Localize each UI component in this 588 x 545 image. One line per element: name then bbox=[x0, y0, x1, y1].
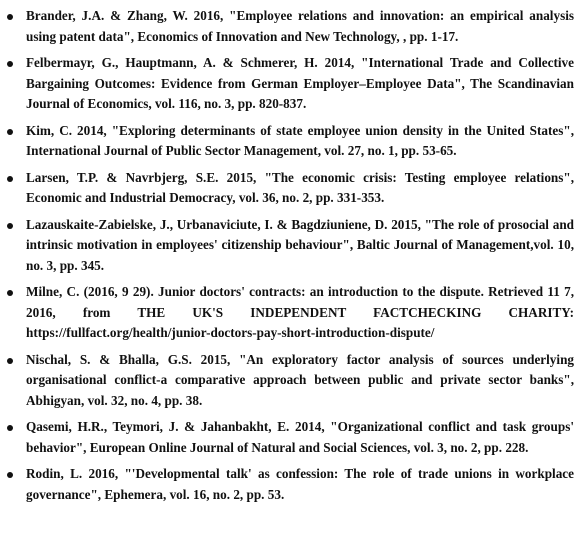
reference-text: Larsen, T.P. & Navrbjerg, S.E. 2015, "The economic crisis: Testing employee relations", Economic and Industrial Democracy, vol. 36, no. 2, pp. 331-353. bbox=[26, 169, 574, 205]
reference-text: Felbermayr, G., Hauptmann, A. & Schmerer, H. 2014, "International Trade and Collective Bargaining Outcomes: Evidence from German Employer–Employee Data", The Scandinavian Journal of Economics, vol. 116, no. 3, pp. 820-837. bbox=[26, 55, 574, 111]
reference-list bbox=[0, 6, 588, 511]
reference-item bbox=[0, 6, 588, 47]
bullet-icon bbox=[7, 223, 13, 229]
reference-text: Brander, J.A. & Zhang, W. 2016, "Employee relations and innovation: an empirical analysis using patent data", Economics of Innovation and New Technology, , pp. 1-17. bbox=[26, 8, 574, 44]
bullet-icon bbox=[7, 61, 13, 67]
reference-item bbox=[0, 215, 588, 277]
bullet-icon bbox=[7, 176, 13, 182]
reference-item bbox=[0, 121, 588, 162]
reference-item bbox=[0, 350, 588, 412]
reference-item bbox=[0, 417, 588, 458]
bullet-icon bbox=[7, 290, 13, 296]
reference-text: Nischal, S. & Bhalla, G.S. 2015, "An exploratory factor analysis of sources underlying organisational conflict-a comparative approach between public and private sector banks", Abhigyan, vol. 32, no. 4, pp. 38. bbox=[26, 351, 574, 408]
reference-text: Lazauskaite-Zabielske, J., Urbanaviciute, I. & Bagdziuniene, D. 2015, "The role of prosocial and intrinsic motivation in employees' citizenship behaviour", Baltic Journal of Management,vol. 10, no. 3, pp. 345. bbox=[26, 216, 574, 273]
reference-text: Milne, C. (2016, 9 29). Junior doctors' contracts: an introduction to the dispute. Retrieved 11 7, 2016, from THE UK'S INDEPENDENT FACTCHECKING CHARITY: https://fullfact.org/health/junior-doctors-pay-short-introduction-dispute/ bbox=[26, 284, 574, 340]
bullet-icon bbox=[7, 358, 13, 364]
reference-item bbox=[0, 464, 588, 505]
reference-text: Rodin, L. 2016, "'Developmental talk' as confession: The role of trade unions in workplace governance", Ephemera, vol. 16, no. 2, pp. 53. bbox=[26, 466, 574, 502]
reference-item bbox=[0, 53, 588, 115]
reference-text: Kim, C. 2014, "Exploring determinants of state employee union density in the United States", International Journal of Public Sector Management, vol. 27, no. 1, pp. 53-65. bbox=[26, 122, 574, 158]
bullet-icon bbox=[7, 425, 13, 431]
bullet-icon bbox=[7, 14, 13, 20]
bullet-icon bbox=[7, 129, 13, 135]
reference-item bbox=[0, 282, 588, 344]
reference-item bbox=[0, 168, 588, 209]
reference-text: Qasemi, H.R., Teymori, J. & Jahanbakht, E. 2014, "Organizational conflict and task groups' behavior", European Online Journal of Natural and Social Sciences, vol. 3, no. 2, pp. 228. bbox=[26, 419, 574, 455]
bullet-icon bbox=[7, 472, 13, 478]
